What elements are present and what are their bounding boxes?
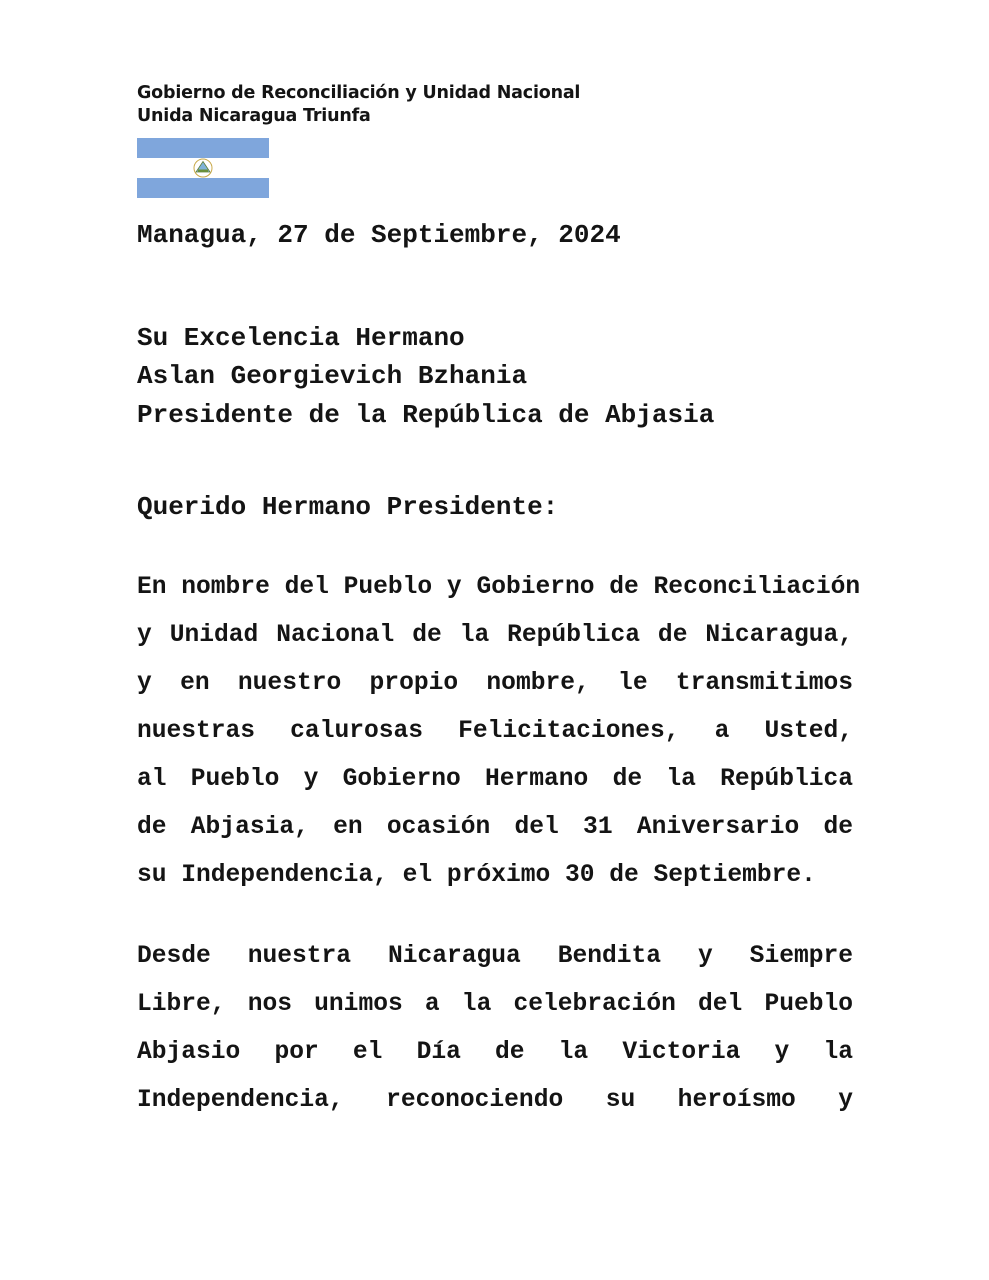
paragraph-line: En nombre del Pueblo y Gobierno de Reconciliación [137, 574, 861, 601]
paragraph-line: Abjasio por el Día de la Victoria y la [137, 1039, 853, 1066]
recipient-name: Aslan Georgievich Bzhania [137, 361, 528, 391]
recipient-position: Presidente de la República de Abjasia [137, 400, 715, 430]
recipient-title: Su Excelencia Hermano [137, 323, 465, 353]
paragraph-line: y Unidad Nacional de la República de Nicaragua, [137, 622, 853, 649]
paragraph-line: Libre, nos unimos a la celebración del Pueblo [137, 991, 853, 1018]
paragraph-line: al Pueblo y Gobierno Hermano de la República [137, 766, 853, 793]
body-paragraph-1 [137, 564, 861, 900]
paragraph-line: de Abjasia, en ocasión del 31 Aniversario de [137, 814, 853, 841]
paragraph-line: y en nuestro propio nombre, le transmitimos [137, 670, 853, 697]
salutation: Querido Hermano Presidente: [137, 492, 559, 522]
paragraph-line: nuestras calurosas Felicitaciones, a Usted, [137, 718, 853, 745]
nicaragua-flag-icon [137, 138, 269, 198]
government-name: Gobierno de Reconciliación y Unidad Nacional [137, 83, 581, 103]
body-paragraph-2 [137, 933, 853, 1125]
paragraph-line: Independencia, reconociendo su heroísmo y [137, 1087, 853, 1114]
letter-date: Managua, 27 de Septiembre, 2024 [137, 220, 621, 250]
paragraph-line: Desde nuestra Nicaragua Bendita y Siempre [137, 943, 853, 970]
paragraph-line: su Independencia, el próximo 30 de Septiembre. [137, 862, 816, 889]
government-motto: Unida Nicaragua Triunfa [137, 106, 371, 126]
